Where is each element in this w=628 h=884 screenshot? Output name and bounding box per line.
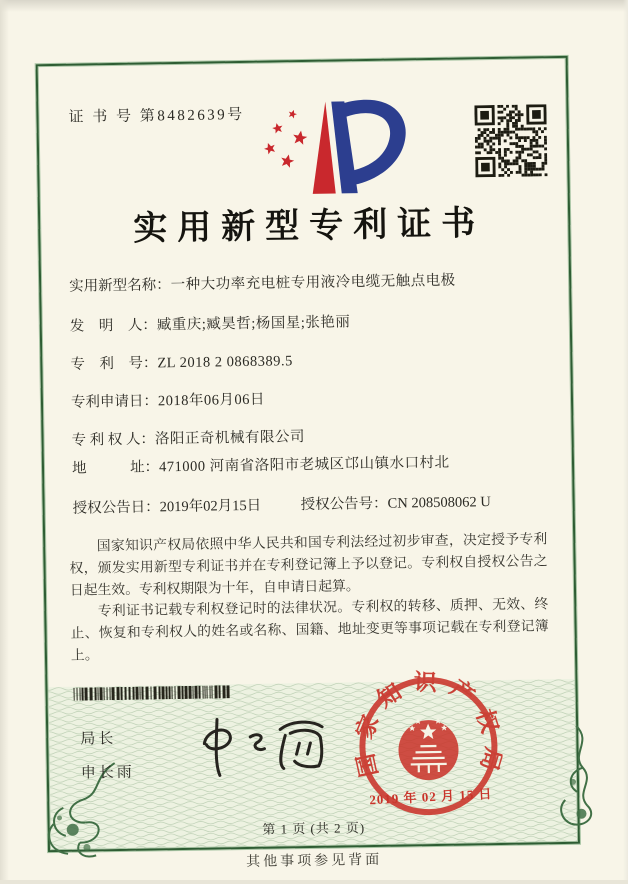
- page-number: 第 1 页 (共 2 页): [50, 814, 578, 841]
- qr-code: [474, 104, 547, 177]
- reverse-side-note: 其他事项参见背面: [48, 846, 580, 874]
- field-value: 2018年06月06日: [158, 389, 265, 413]
- commissioner-title: 局长: [80, 727, 116, 749]
- field-value: CN 208508062 U: [387, 491, 490, 515]
- scan-shadow-left: [0, 0, 9, 880]
- certificate-frame: [36, 56, 580, 852]
- certificate-title: 实用新型专利证书: [40, 194, 569, 251]
- field-row-filing-date: [71, 384, 549, 414]
- field-value: 洛阳正奇机械有限公司: [155, 426, 305, 450]
- barcode: [73, 685, 231, 700]
- field-value: 一种大功率充电桩专用液冷电缆无触点电极: [170, 270, 455, 296]
- field-label: 专 利 号：: [70, 352, 157, 375]
- cnipa-patent-logo-icon: [236, 92, 414, 207]
- legal-paragraph-2: 专利证书记载专利权登记时的法律状况。专利权的转移、质押、无效、终止、恢复和专利权人的姓名或名称、国籍、地址变更等事项记载在专利登记簿上。: [70, 594, 549, 667]
- field-label: 专利申请日：: [71, 390, 158, 413]
- field-label: 实用新型名称：: [69, 274, 171, 298]
- grant-no-pair: [300, 491, 490, 516]
- field-value: 臧重庆;臧昊哲;杨国星;张艳丽: [157, 311, 351, 336]
- field-row-address: [72, 450, 550, 480]
- legal-text: [69, 528, 549, 666]
- field-row-name: [69, 268, 547, 298]
- national-emblem-icon: [398, 717, 459, 780]
- seal-text: 国家知识产权局: [353, 669, 503, 787]
- grant-date-pair: [72, 494, 300, 520]
- handwritten-signature: [186, 709, 345, 785]
- seal-date: 2019 年 02 月 15 日: [369, 783, 493, 808]
- field-value: 2019年02月15日: [159, 495, 261, 519]
- field-label: 专 利 权 人：: [71, 428, 155, 451]
- scan-shadow-right: [623, 0, 628, 880]
- field-row-inventors: [70, 308, 548, 338]
- field-row-grant: [72, 490, 550, 520]
- commissioner-name: 申长雨: [81, 761, 135, 783]
- field-row-patent-no: [70, 346, 548, 376]
- field-label: 授权公告日：: [72, 496, 159, 519]
- field-row-patentee: [71, 422, 549, 452]
- field-list: [69, 268, 551, 519]
- field-value: ZL 2018 2 0868389.5: [157, 350, 293, 374]
- field-label: 地 址：: [72, 456, 159, 479]
- certificate-number: 证 书 号 第8482639号: [68, 103, 245, 127]
- field-label: 发 明 人：: [70, 314, 157, 337]
- printed-area: [36, 46, 581, 884]
- field-value: 471000 河南省洛阳市老城区邙山镇水口村北: [159, 452, 450, 479]
- field-label: 授权公告号：: [300, 493, 387, 516]
- legal-paragraph-1: 国家知识产权局依照中华人民共和国专利法经过初步审查，决定授予专利权，颁发实用新型专利证书并在专利登记簿上予以登记。专利权自授权公告之日起生效。专利权期限为十年，自申请日起算。: [69, 528, 548, 601]
- scan-shadow-top: [0, 0, 628, 12]
